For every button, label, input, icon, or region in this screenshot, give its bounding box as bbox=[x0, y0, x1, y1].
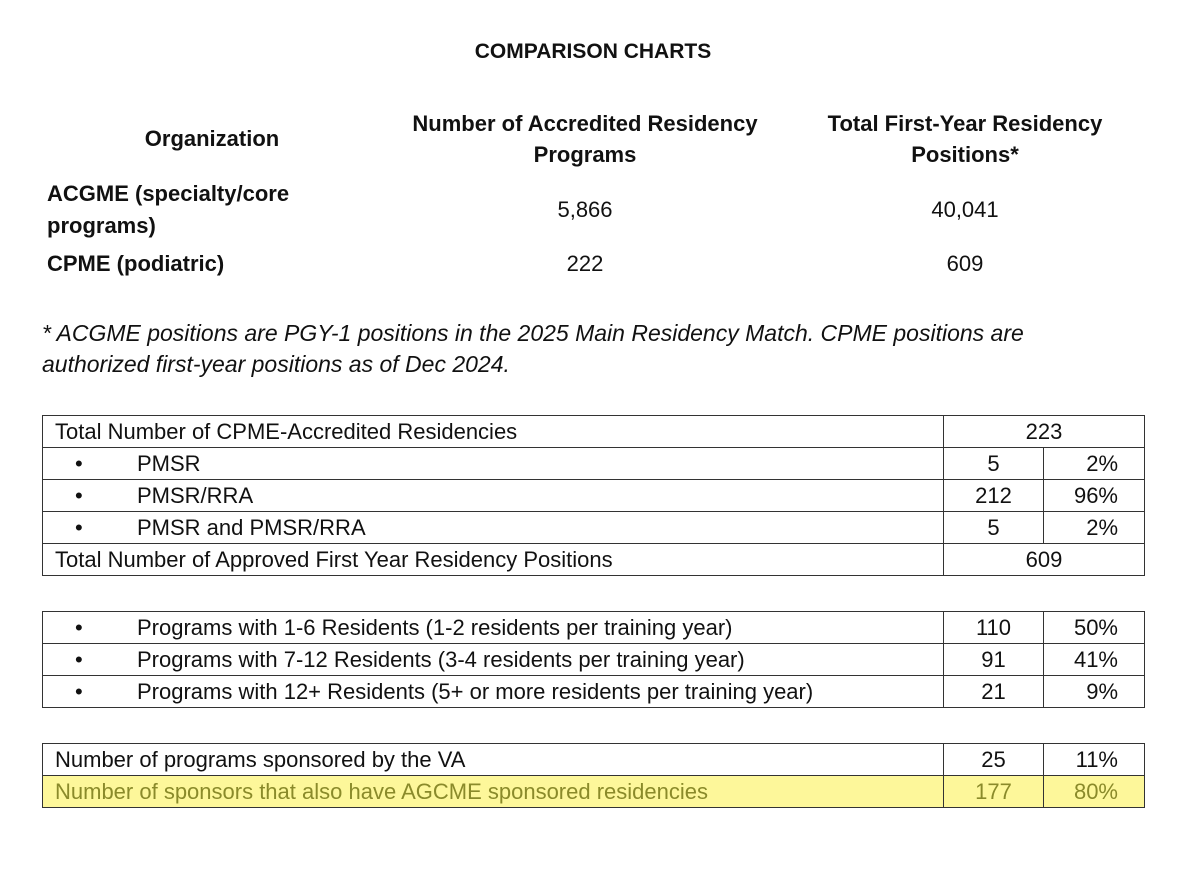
programs-acgme: 5,866 bbox=[557, 197, 613, 222]
bullet: • bbox=[75, 614, 83, 640]
program-size-table bbox=[42, 611, 1145, 708]
va-sponsored-label: Number of programs sponsored by the VA bbox=[43, 744, 944, 776]
list-item: • PMSR bbox=[43, 448, 944, 480]
org-acgme: ACGME (specialty/core programs) bbox=[47, 181, 290, 238]
count-cell: 177 bbox=[944, 776, 1044, 808]
table-row bbox=[43, 480, 1145, 512]
table-row bbox=[43, 744, 1145, 776]
table-row bbox=[43, 544, 1145, 576]
table-row bbox=[43, 416, 1145, 448]
table-row bbox=[43, 448, 1145, 480]
sponsor-table bbox=[42, 743, 1145, 808]
total-residencies-value: 223 bbox=[944, 416, 1145, 448]
percent-cell: 9% bbox=[1044, 676, 1145, 708]
total-positions-label: Total Number of Approved First Year Residency Positions bbox=[43, 544, 944, 576]
bullet: • bbox=[75, 678, 83, 704]
count-cell: 21 bbox=[944, 676, 1044, 708]
percent-cell: 2% bbox=[1044, 448, 1145, 480]
positions-acgme: 40,041 bbox=[931, 197, 999, 222]
count-cell: 110 bbox=[944, 612, 1044, 644]
percent-cell: 41% bbox=[1044, 644, 1145, 676]
total-residencies-label: Total Number of CPME-Accredited Residencies bbox=[43, 416, 944, 448]
count-cell: 5 bbox=[944, 512, 1044, 544]
list-item: • PMSR and PMSR/RRA bbox=[43, 512, 944, 544]
list-item: • Programs with 7-12 Residents (3-4 residents per training year) bbox=[43, 644, 944, 676]
percent-cell: 50% bbox=[1044, 612, 1145, 644]
table-row bbox=[43, 644, 1145, 676]
comparison-header-row bbox=[40, 108, 1150, 172]
comparison-row-cpme bbox=[40, 248, 1150, 280]
header-programs: Number of Accredited Residency Programs bbox=[412, 111, 758, 167]
percent-cell: 11% bbox=[1044, 744, 1145, 776]
programs-cpme: 222 bbox=[566, 251, 604, 276]
percent-cell: 80% bbox=[1044, 776, 1145, 808]
count-cell: 25 bbox=[944, 744, 1044, 776]
bullet: • bbox=[75, 646, 83, 672]
table-row bbox=[43, 512, 1145, 544]
list-item: • PMSR/RRA bbox=[43, 480, 944, 512]
footnote: * ACGME positions are PGY-1 positions in the 2025 Main Residency Match. CPME positions are authorized first-year positions as of Dec 2024. bbox=[42, 320, 1024, 377]
percent-cell: 2% bbox=[1044, 512, 1145, 544]
page-title: COMPARISON CHARTS bbox=[474, 40, 712, 63]
list-item: • Programs with 12+ Residents (5+ or more residents per training year) bbox=[43, 676, 944, 708]
cpme-residencies-table bbox=[42, 415, 1145, 576]
list-item: • Programs with 1-6 Residents (1-2 residents per training year) bbox=[43, 612, 944, 644]
table-row bbox=[43, 612, 1145, 644]
highlighted-table-row bbox=[43, 776, 1145, 808]
positions-cpme: 609 bbox=[946, 251, 984, 276]
count-cell: 5 bbox=[944, 448, 1044, 480]
bullet: • bbox=[75, 482, 83, 508]
bullet: • bbox=[75, 514, 83, 540]
count-cell: 91 bbox=[944, 644, 1044, 676]
header-positions: Total First-Year Residency Positions* bbox=[827, 111, 1103, 167]
table-row bbox=[43, 676, 1145, 708]
count-cell: 212 bbox=[944, 480, 1044, 512]
total-positions-value: 609 bbox=[944, 544, 1145, 576]
org-cpme: CPME (podiatric) bbox=[47, 251, 225, 276]
comparison-row-acgme bbox=[40, 178, 1150, 242]
bullet: • bbox=[75, 450, 83, 476]
header-organization: Organization bbox=[144, 126, 280, 151]
agcme-sponsors-label: Number of sponsors that also have AGCME sponsored residencies bbox=[43, 776, 944, 808]
percent-cell: 96% bbox=[1044, 480, 1145, 512]
